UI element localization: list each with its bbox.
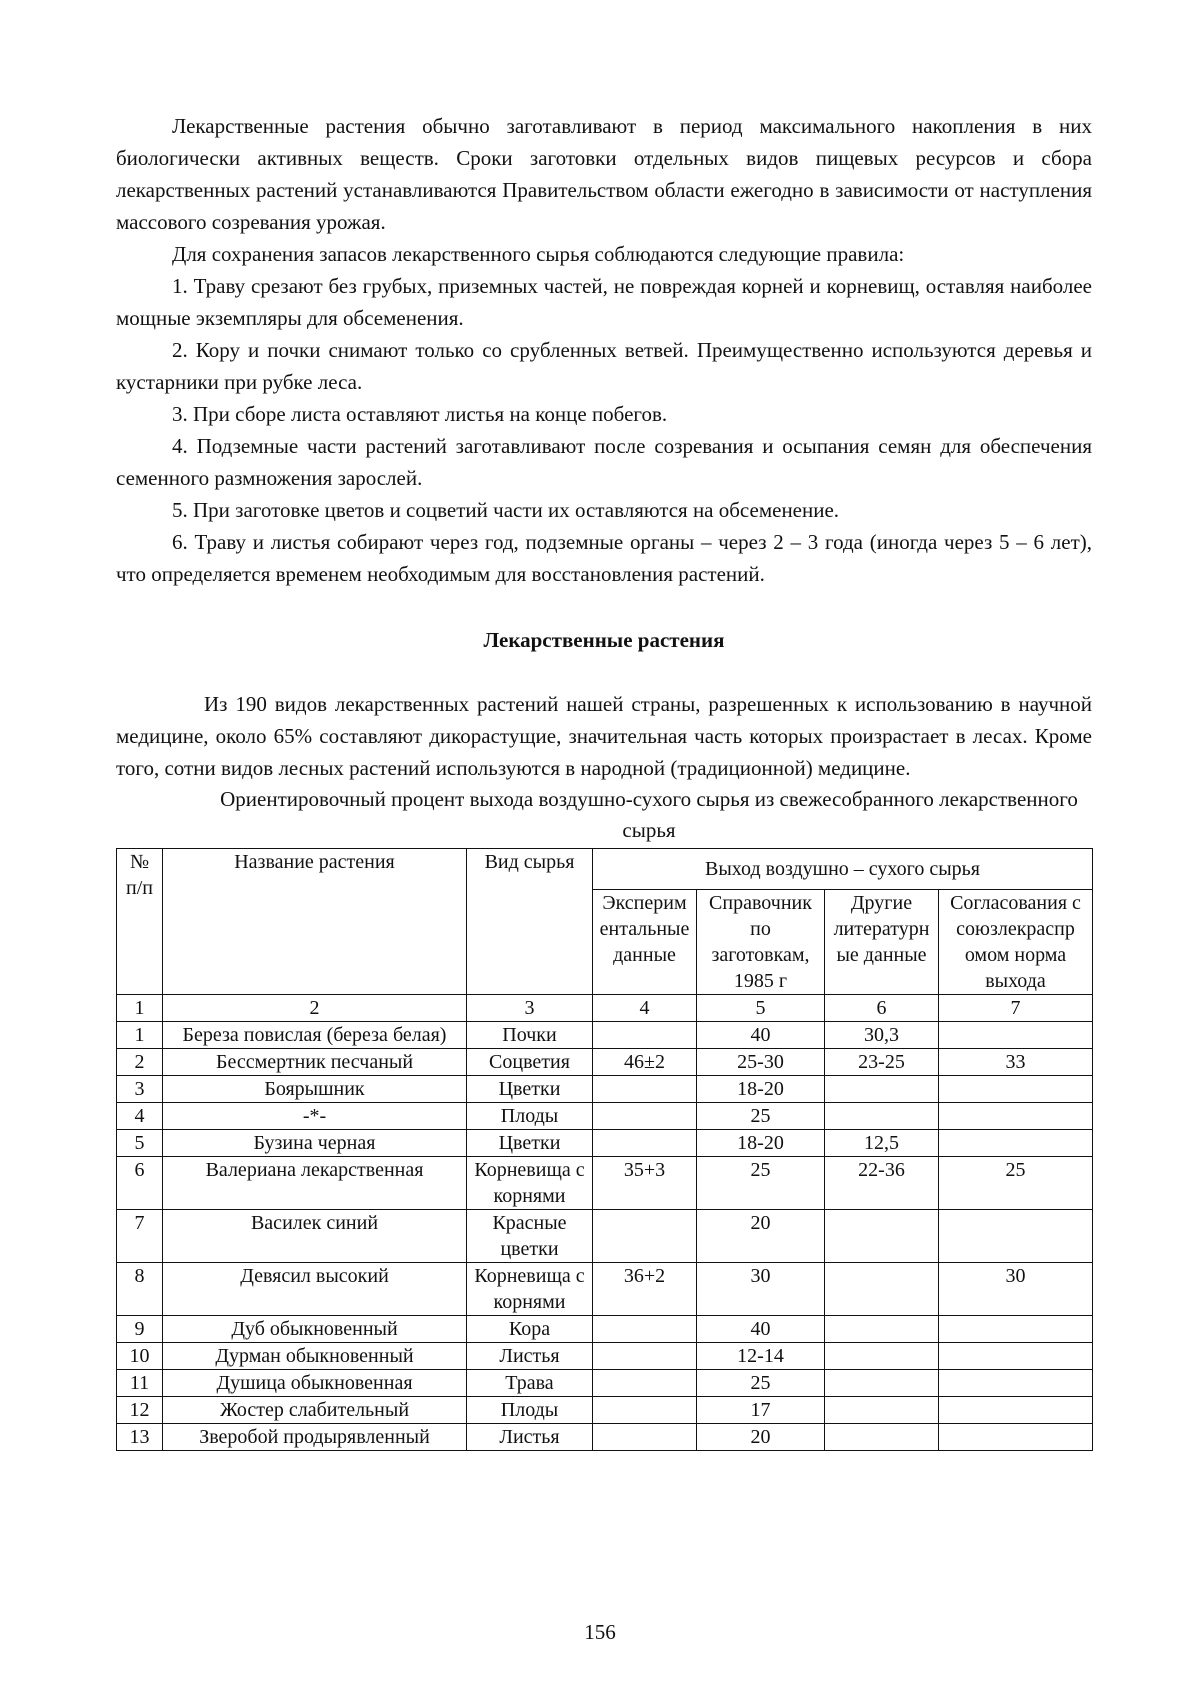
text-body xyxy=(116,110,1092,590)
table-row xyxy=(117,1397,1093,1424)
paragraph: Для сохранения запасов лекарственного сырья соблюдаются следующие правила: xyxy=(172,242,905,266)
table-cell xyxy=(825,1424,939,1451)
table-cell: 2 xyxy=(117,1049,163,1076)
table-cell: Красные цветки xyxy=(467,1210,593,1263)
column-number: 2 xyxy=(163,995,467,1022)
table-cell: Бузина черная xyxy=(163,1130,467,1157)
table-cell: Почки xyxy=(467,1022,593,1049)
table-cell xyxy=(939,1316,1093,1343)
table-row xyxy=(117,1343,1093,1370)
table-cell: Девясил высокий xyxy=(163,1263,467,1316)
table-cell: 6 xyxy=(117,1157,163,1210)
table-cell: Кора xyxy=(467,1316,593,1343)
table-cell xyxy=(939,1370,1093,1397)
table-row xyxy=(117,1130,1093,1157)
table-cell: 30,3 xyxy=(825,1022,939,1049)
table-cell: Корневища с корнями xyxy=(467,1263,593,1316)
table-cell: 12-14 xyxy=(697,1343,825,1370)
table-cell: 9 xyxy=(117,1316,163,1343)
table-cell: 25 xyxy=(939,1157,1093,1210)
table-cell xyxy=(593,1424,697,1451)
header-experimental: Эксперим ентальные данные xyxy=(593,890,697,995)
table-cell: Зверобой продырявленный xyxy=(163,1424,467,1451)
table-cell: 30 xyxy=(939,1263,1093,1316)
table-cell xyxy=(939,1210,1093,1263)
table-row xyxy=(117,1157,1093,1210)
section-heading: Лекарственные растения xyxy=(483,628,725,652)
table-cell xyxy=(939,1424,1093,1451)
table-cell: 30 xyxy=(697,1263,825,1316)
column-number: 5 xyxy=(697,995,825,1022)
rule-item: 4. Подземные части растений заготавливают после созревания и осыпания семян для обеспечения семенного размножения зарослей. xyxy=(116,434,1092,490)
table-cell xyxy=(825,1343,939,1370)
table-row xyxy=(117,1263,1093,1316)
table-cell: 4 xyxy=(117,1103,163,1130)
table-cell xyxy=(939,1103,1093,1130)
header-name: Название растения xyxy=(163,849,467,995)
table-cell xyxy=(593,1103,697,1130)
table-row xyxy=(117,1049,1093,1076)
table-cell: 25 xyxy=(697,1103,825,1130)
table-cell: Листья xyxy=(467,1343,593,1370)
table-cell xyxy=(593,1397,697,1424)
table-cell xyxy=(939,1022,1093,1049)
intro-paragraph: Из 190 видов лекарственных растений нашей страны, разрешенных к использованию в научной медицине, около 65% составляют дикорастущие, значительная часть которых произрастает в лесах. Кроме того, сотни видов лесных растений используются в народной (традиционной) медицине. xyxy=(116,692,1092,780)
table-caption: Ориентировочный процент выхода воздушно-сухого сырья из свежесобранного лекарственного сырья xyxy=(220,787,1078,842)
rule-item: 5. При заготовке цветов и соцветий части их оставляются на обсеменение. xyxy=(172,498,840,522)
table-cell xyxy=(825,1210,939,1263)
table-cell xyxy=(593,1370,697,1397)
table-cell: 18-20 xyxy=(697,1076,825,1103)
table-cell: Дуб обыкновенный xyxy=(163,1316,467,1343)
table-cell: 46±2 xyxy=(593,1049,697,1076)
table-body xyxy=(117,1022,1093,1451)
table-cell: Душица обыкновенная xyxy=(163,1370,467,1397)
table-cell: Цветки xyxy=(467,1076,593,1103)
table-cell xyxy=(939,1130,1093,1157)
table-cell: 20 xyxy=(697,1424,825,1451)
yield-table xyxy=(116,848,1093,1451)
paragraph: Лекарственные растения обычно заготавливают в период максимального накопления в них биологически активных веществ. Сроки заготовки отдельных видов пищевых ресурсов и сбора лекарственных растений устанавливаются Правительством области ежегодно в зависимости от наступления массового созревания урожая. xyxy=(116,114,1092,234)
header-reference: Справочник по заготовкам, 1985 г xyxy=(697,890,825,995)
table-cell: 20 xyxy=(697,1210,825,1263)
table-cell: 17 xyxy=(697,1397,825,1424)
column-number: 3 xyxy=(467,995,593,1022)
table-cell: Василек синий xyxy=(163,1210,467,1263)
table-cell xyxy=(593,1316,697,1343)
table-cell: 25-30 xyxy=(697,1049,825,1076)
table-row xyxy=(117,1424,1093,1451)
table-cell: 23-25 xyxy=(825,1049,939,1076)
table-cell: 10 xyxy=(117,1343,163,1370)
table-cell: Боярышник xyxy=(163,1076,467,1103)
table-cell: 11 xyxy=(117,1370,163,1397)
table-cell: 12,5 xyxy=(825,1130,939,1157)
table-cell: 18-20 xyxy=(697,1130,825,1157)
header-literature: Другие литературн ые данные xyxy=(825,890,939,995)
table-cell xyxy=(593,1130,697,1157)
table-cell xyxy=(593,1022,697,1049)
table-cell xyxy=(825,1103,939,1130)
column-number-row xyxy=(117,995,1093,1022)
table-cell: 3 xyxy=(117,1076,163,1103)
table-cell xyxy=(939,1397,1093,1424)
column-number: 7 xyxy=(939,995,1093,1022)
table-cell: 13 xyxy=(117,1424,163,1451)
table-cell: 33 xyxy=(939,1049,1093,1076)
table-row xyxy=(117,1022,1093,1049)
table-cell xyxy=(825,1316,939,1343)
table-cell: 1 xyxy=(117,1022,163,1049)
table-cell: Плоды xyxy=(467,1103,593,1130)
table-cell: Бессмертник песчаный xyxy=(163,1049,467,1076)
table-cell: Валериана лекарственная xyxy=(163,1157,467,1210)
header-num: № п/п xyxy=(117,849,163,995)
header-yield-group: Выход воздушно – сухого сырья xyxy=(593,849,1093,890)
table-row xyxy=(117,1103,1093,1130)
table-cell xyxy=(593,1076,697,1103)
table-row xyxy=(117,1076,1093,1103)
table-cell xyxy=(825,1397,939,1424)
table-cell: Цветки xyxy=(467,1130,593,1157)
rule-item: 3. При сборе листа оставляют листья на конце побегов. xyxy=(172,402,668,426)
table-cell xyxy=(825,1076,939,1103)
header-agreed-norm: Согласования с союзлекраспр омом норма выхода xyxy=(939,890,1093,995)
table-cell: Трава xyxy=(467,1370,593,1397)
table-cell xyxy=(939,1343,1093,1370)
table-row xyxy=(117,1210,1093,1263)
header-type: Вид сырья xyxy=(467,849,593,995)
table-cell xyxy=(825,1370,939,1397)
table-cell xyxy=(593,1210,697,1263)
table-cell: 36+2 xyxy=(593,1263,697,1316)
table-cell: 40 xyxy=(697,1316,825,1343)
table-cell: 25 xyxy=(697,1157,825,1210)
table-cell: Плоды xyxy=(467,1397,593,1424)
table-cell: Жостер слабительный xyxy=(163,1397,467,1424)
column-number: 1 xyxy=(117,995,163,1022)
table-cell: Листья xyxy=(467,1424,593,1451)
table-cell: 8 xyxy=(117,1263,163,1316)
page-content xyxy=(116,110,1092,1451)
table-cell: Береза повислая (береза белая) xyxy=(163,1022,467,1049)
table-cell: 7 xyxy=(117,1210,163,1263)
table-cell: 22-36 xyxy=(825,1157,939,1210)
table-cell: 35+3 xyxy=(593,1157,697,1210)
table-cell: Дурман обыкновенный xyxy=(163,1343,467,1370)
table-cell xyxy=(939,1076,1093,1103)
table-cell xyxy=(825,1263,939,1316)
table-cell: 5 xyxy=(117,1130,163,1157)
table-cell: 40 xyxy=(697,1022,825,1049)
table-cell: Корневища с корнями xyxy=(467,1157,593,1210)
rule-item: 2. Кору и почки снимают только со срубленных ветвей. Преимущественно используются деревья и кустарники при рубке леса. xyxy=(116,338,1092,394)
table-row xyxy=(117,1316,1093,1343)
table-cell: 12 xyxy=(117,1397,163,1424)
table-cell xyxy=(593,1343,697,1370)
column-number: 6 xyxy=(825,995,939,1022)
table-cell: -*- xyxy=(163,1103,467,1130)
table-cell: Соцветия xyxy=(467,1049,593,1076)
rule-item: 1. Траву срезают без грубых, приземных частей, не повреждая корней и корневищ, оставляя наиболее мощные экземпляры для обсеменения. xyxy=(116,274,1092,330)
table-cell: 25 xyxy=(697,1370,825,1397)
page-number: 156 xyxy=(584,1620,616,1644)
rule-item: 6. Траву и листья собирают через год, подземные органы – через 2 – 3 года (иногда через 5 – 6 лет), что определяется временем необходимым для восстановления растений. xyxy=(116,530,1092,586)
table-row xyxy=(117,1370,1093,1397)
column-number: 4 xyxy=(593,995,697,1022)
